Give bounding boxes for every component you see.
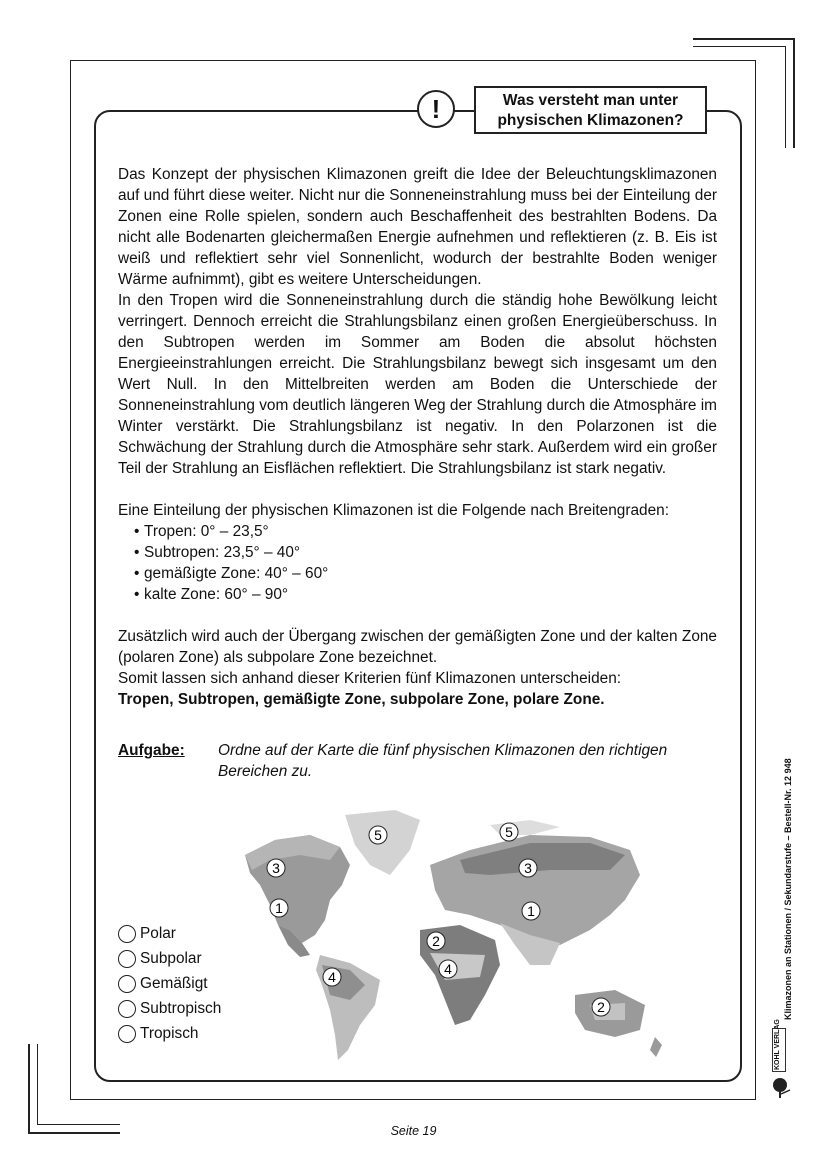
- body-text: [118, 164, 717, 710]
- corner-line-top-v2: [785, 46, 786, 148]
- marker-2-b: 2: [597, 999, 605, 1015]
- marker-4-a: 4: [328, 969, 336, 985]
- checkbox-circle[interactable]: [118, 1025, 136, 1043]
- corner-line-bottom-v2: [37, 1044, 38, 1125]
- checkbox-circle[interactable]: [118, 925, 136, 943]
- zones-summary: Tropen, Subtropen, gemäßigte Zone, subpolare Zone, polare Zone.: [118, 691, 605, 708]
- marker-4-b: 4: [444, 961, 452, 977]
- marker-2-a: 2: [432, 933, 440, 949]
- corner-line-top-v: [793, 38, 795, 148]
- paragraph-5-text: Somit lassen sich anhand dieser Kriterien fünf Klimazonen unterscheiden:: [118, 670, 622, 687]
- marker-3-a: 3: [272, 860, 280, 876]
- page-title: [474, 86, 707, 134]
- latitude-list: [118, 521, 717, 605]
- marker-3-b: 3: [524, 860, 532, 876]
- marker-1-a: 1: [275, 900, 283, 916]
- list-item: • Tropen: 0° – 23,5°: [134, 521, 717, 542]
- legend-label: Subtropisch: [140, 999, 222, 1017]
- legend-option[interactable]: [118, 971, 221, 996]
- legend-option[interactable]: [118, 1021, 221, 1046]
- marker-5-a: 5: [374, 827, 382, 843]
- marker-1-b: 1: [527, 903, 535, 919]
- publisher-name: KOHL VERLAG: [774, 1019, 781, 1070]
- checkbox-circle[interactable]: [118, 975, 136, 993]
- legend-option[interactable]: [118, 996, 221, 1021]
- legend-label: Tropisch: [140, 1024, 199, 1042]
- paragraph-1: Das Konzept der physischen Klimazonen greift die Idee der Beleuchtungsklimazonen auf und führt diese weiter. Nicht nur die Sonneneinstrahlung muss bei der Einteilung der Zonen eine Rolle spielen, sondern auch Beschaffenheit des bestrahlten Bodens. Da nicht alle Bodenarten gleichermaßen Energie aufnehmen und reflektieren (z. B. Eis ist weiß und reflektiert sehr viel Sonnenlicht, wodurch der bestrahlte Boden weniger Wärme aufnimmt), gibt es weitere Unterscheidungen.: [118, 166, 717, 288]
- list-item: • kalte Zone: 60° – 90°: [134, 584, 717, 605]
- legend-option[interactable]: [118, 921, 221, 946]
- page-number: Seite 19: [390, 1124, 437, 1138]
- tree-icon: [770, 1076, 794, 1100]
- title-line-1: Was versteht man unter: [502, 92, 679, 109]
- task-text: Ordne auf der Karte die fünf physischen Klimazonen den richtigen Bereichen zu.: [218, 742, 668, 780]
- exclamation-icon: !: [417, 90, 455, 128]
- zone-legend: [118, 921, 221, 1046]
- corner-line-top-h: [693, 38, 793, 40]
- paragraph-4: Zusätzlich wird auch der Übergang zwischen der gemäßigten Zone und der kalten Zone (polaren Zone) als subpolare Zone bezeichnet.: [118, 628, 717, 666]
- list-item: • Subtropen: 23,5° – 40°: [134, 542, 717, 563]
- legend-label: Polar: [140, 924, 176, 942]
- marker-5-b: 5: [505, 824, 513, 840]
- legend-label: Gemäßigt: [140, 974, 208, 992]
- title-line-2: physischen Klimazonen?: [497, 112, 684, 129]
- list-item: • gemäßigte Zone: 40° – 60°: [134, 563, 717, 584]
- side-series-label: Klimazonen an Stationen / Sekundarstufe – Bestell-Nr. 12 948: [783, 758, 793, 1020]
- task-label-text: Aufgabe: [118, 742, 180, 759]
- task-label-colon: :: [179, 742, 185, 759]
- paragraph-3: Eine Einteilung der physischen Klimazonen ist die Folgende nach Breitengraden:: [118, 502, 669, 519]
- checkbox-circle[interactable]: [118, 950, 136, 968]
- task: [118, 740, 718, 782]
- legend-label: Subpolar: [140, 949, 202, 967]
- task-label: [118, 740, 185, 761]
- paragraph-5: [118, 668, 717, 710]
- world-map: [230, 805, 670, 1065]
- new-zealand-shape: [650, 1037, 662, 1057]
- corner-line-top-h2: [693, 46, 785, 47]
- legend-option[interactable]: [118, 946, 221, 971]
- publisher-logo: [770, 1019, 792, 1098]
- paragraph-2: In den Tropen wird die Sonneneinstrahlung durch die ständig hohe Bewölkung leicht verringert. Dennoch erreicht die Strahlungsbilanz einen großen Energieüberschuss. In den Subtropen werden im Sommer am Boden die absolut höchsten Energieeinstrahlungen erreicht. Die Strahlungsbilanz bewegt sich insgesamt um den Wert Null. In den Mittelbreiten werden am Boden die Unterschiede der Sonneneinstrahlung vom deutlich längeren Weg der Strahlung durch die Atmosphäre im Winter verstärkt. Die Strahlungsbilanz ist negativ. In den Polarzonen ist die Schwächung der Strahlung durch die Atmosphäre sehr stark. Außerdem wird ein großer Teil der Strahlung an Eisflächen reflektiert. Die Strahlungsbilanz ist stark negativ.: [118, 292, 717, 477]
- checkbox-circle[interactable]: [118, 1000, 136, 1018]
- corner-line-bottom-v: [28, 1044, 30, 1134]
